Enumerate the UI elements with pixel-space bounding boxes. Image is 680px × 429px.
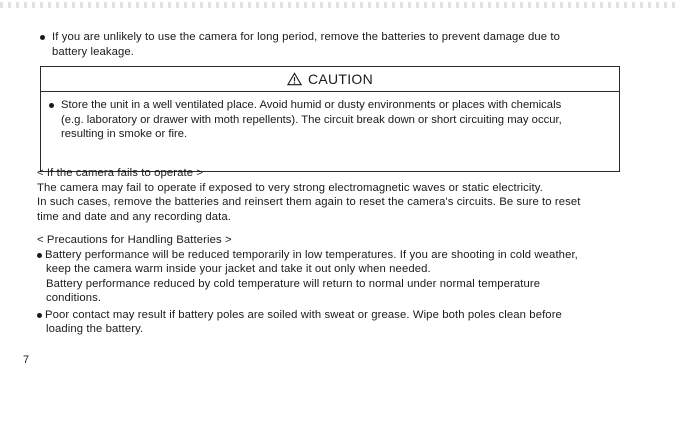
battery-bullet-1-line-4: conditions. <box>46 292 102 304</box>
bullet-icon <box>49 103 54 108</box>
fail-line-3: time and date and any recording data. <box>37 210 231 223</box>
caution-header <box>41 67 619 92</box>
fail-line-2: In such cases, remove the batteries and reinsert them again to reset the camera's circuits. Be sure to reset <box>37 196 581 208</box>
bullet-icon <box>40 35 45 40</box>
caution-line-3: resulting in smoke or fire. <box>61 128 188 140</box>
warning-triangle-icon <box>287 72 302 86</box>
battery-bullet-1-line-2: keep the camera warm inside your jacket and take it out only when needed. <box>46 263 431 275</box>
battery-section <box>37 233 637 337</box>
battery-bullet-2-line-2: loading the battery. <box>46 323 144 335</box>
battery-bullet-2-line-1: Poor contact may result if battery poles are soiled with sweat or grease. Wipe both poles clean before <box>45 308 562 321</box>
battery-bullet-1-line-1: Battery performance will be reduced temporarily in low temperatures. If you are shooting in cold weather, <box>45 248 578 261</box>
caution-body <box>41 92 619 142</box>
bullet-icon <box>37 253 42 258</box>
page-number: 7 <box>23 354 30 366</box>
battery-bullet-2 <box>37 308 637 337</box>
fail-line-1: The camera may fail to operate if exposed to very strong electromagnetic waves or static electricity. <box>37 181 543 194</box>
caution-box <box>40 66 620 172</box>
caution-bullet <box>47 98 613 142</box>
scan-edge-artifact <box>0 2 680 8</box>
fail-section <box>37 166 637 224</box>
caution-line-2: (e.g. laboratory or drawer with moth repellents). The circuit break down or short circuiting may occur, <box>61 113 562 126</box>
bullet-icon <box>37 313 42 318</box>
intro-bullet-row <box>38 30 638 59</box>
caution-title: CAUTION <box>307 71 374 87</box>
intro-bullet <box>38 30 638 59</box>
battery-bullet-1-line-3: Battery performance reduced by cold temperature will return to normal under normal temperature <box>46 277 541 290</box>
caution-line-1: Store the unit in a well ventilated place. Avoid humid or dusty environments or places with chemicals <box>61 99 562 111</box>
battery-heading: < Precautions for Handling Batteries > <box>37 234 232 246</box>
fail-heading: < If the camera fails to operate > <box>37 167 204 179</box>
battery-bullet-1 <box>37 248 637 306</box>
intro-bullet-line-2: battery leakage. <box>52 45 134 58</box>
intro-bullet-line-1: If you are unlikely to use the camera for long period, remove the batteries to prevent damage due to <box>52 31 560 43</box>
